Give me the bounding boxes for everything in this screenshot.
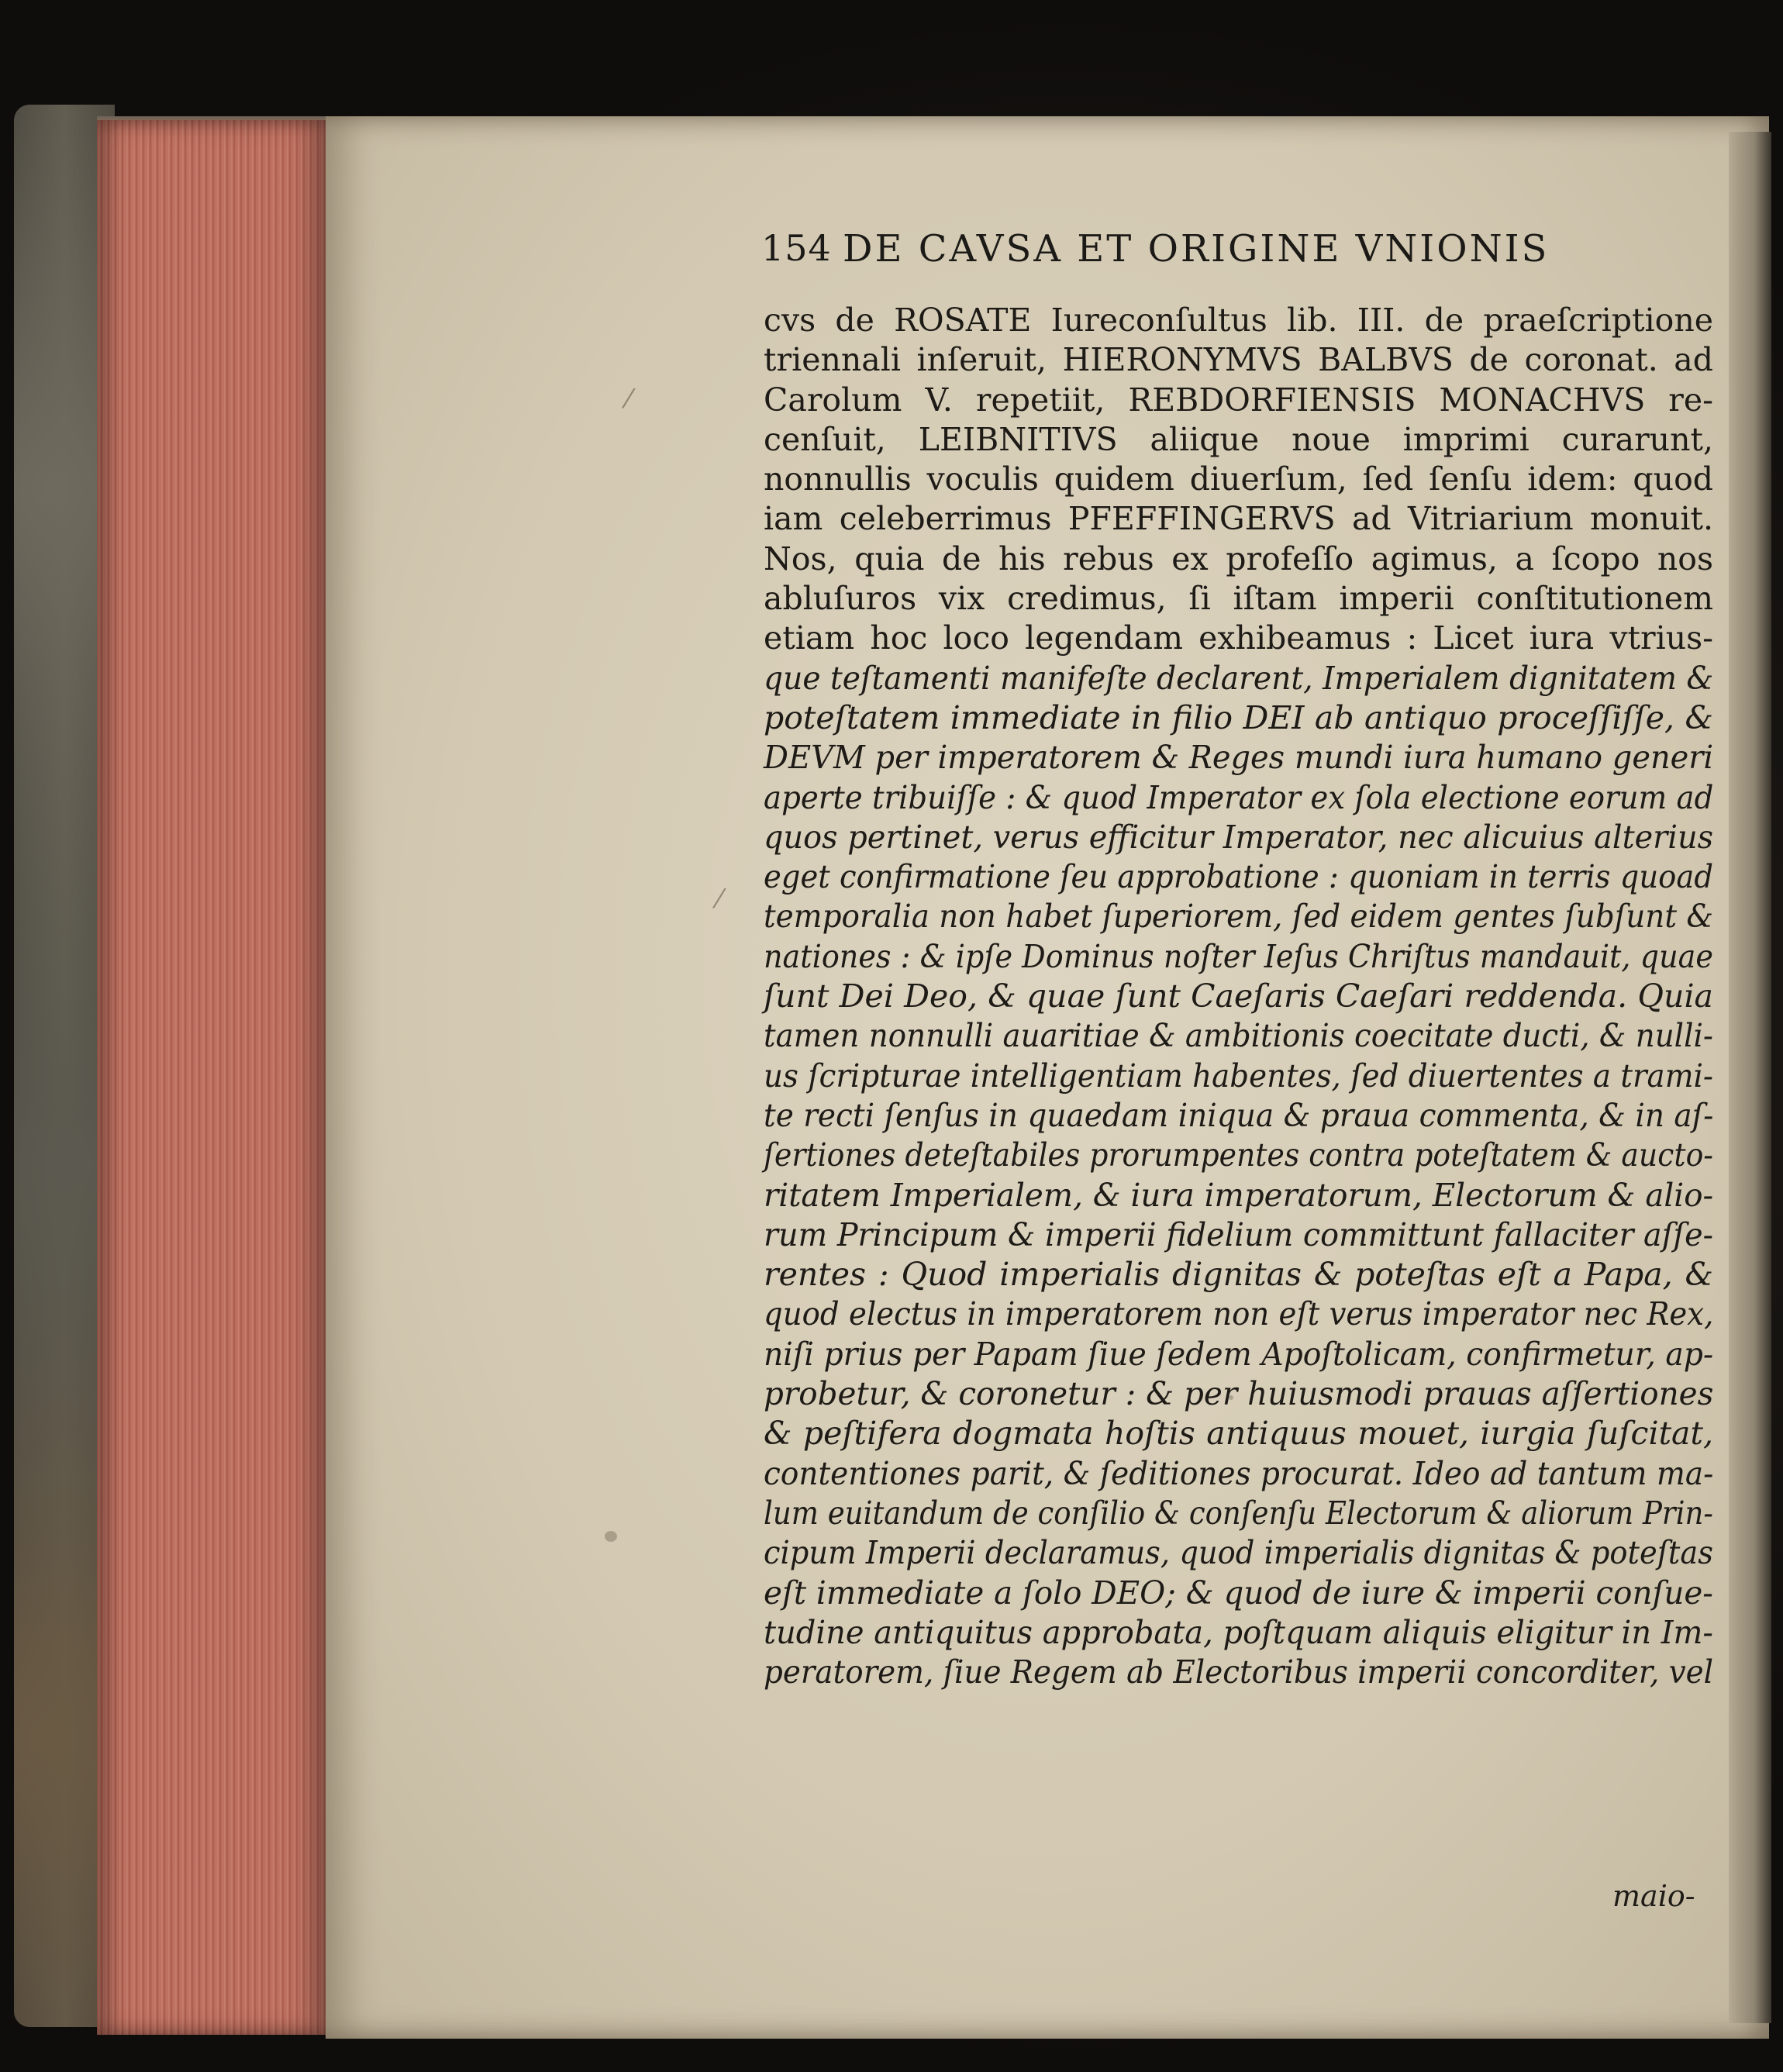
text-line: DEVM per imperatorem & Reges mundi iura humano generi <box>764 739 1714 777</box>
page-mark: ⁄ <box>717 884 722 915</box>
text-line: & peſtifera dogmata hoſtis antiquus mouet, iurgia ſuſcitat, <box>764 1415 1713 1453</box>
text-line: cenſuit, LEIBNITIVS aliique noue imprimi curarunt, <box>764 420 1713 458</box>
text-line: nonnullis voculis quidem diuerſum, ſed ſenſu idem: quod <box>764 460 1713 498</box>
text-line: tudine antiquitus approbata, poſtquam aliquis eligitur in Im- <box>764 1613 1713 1651</box>
page-spot <box>605 1531 617 1542</box>
text-line: rum Principum & imperii fidelium committunt fallaciter aſſe- <box>764 1215 1714 1253</box>
text-line: aperte tribuiſſe : & quod Imperator ex ſola electione eorum ad <box>764 778 1714 816</box>
text-line: peratorem, ſiue Regem ab Electoribus imperii concorditer, vel <box>764 1653 1714 1691</box>
text-line: triennali inſeruit, HIERONYMVS BALBVS de coronat. ad <box>764 341 1713 379</box>
text-line: te recti ſenſus in quaedam iniqua & praua commenta, & in aſ- <box>764 1096 1714 1134</box>
running-title: DE CAVSA ET ORIGINE VNIONIS <box>843 227 1550 271</box>
text-line: Carolum V. repetiit, REBDORFIENSIS MONACHVS re- <box>764 381 1713 419</box>
text-line: poteſtatem immediate in filio DEI ab antiquo proceſſiſſe, & <box>764 698 1713 736</box>
text-line: eget confirmatione ſeu approbatione : quoniam in terris quoad <box>764 858 1714 896</box>
page-edges <box>97 120 329 2035</box>
text-line: ritatem Imperialem, & iura imperatorum, Electorum & alio- <box>764 1176 1714 1214</box>
text-line: lum euitandum de conſilio & conſenſu Electorum & aliorum Prin- <box>764 1494 1713 1532</box>
text-line: etiam hoc loco legendam exhibeamus : Licet iura vtrius- <box>764 619 1713 657</box>
text-line: que teſtamenti manifeſte declarent, Imperialem dignitatem & <box>764 659 1714 697</box>
page-header <box>761 219 1614 274</box>
text-line: quod electus in imperatorem non eſt verus imperator nec Rex, <box>764 1295 1714 1333</box>
catchword: maio- <box>1612 1879 1695 1913</box>
text-line: rentes : Quod imperialis dignitas & poteſtas eſt a Papa, & <box>764 1256 1713 1294</box>
text-line: contentiones parit, & ſeditiones procurat. Ideo ad tantum ma- <box>764 1454 1714 1492</box>
text-line: cvs de ROSATE Iureconſultus lib. III. de praeſcriptione <box>764 302 1713 339</box>
text-line: ſunt Dei Deo, & quae ſunt Caeſaris Caeſari reddenda. Quia <box>764 977 1713 1015</box>
text-line: abluſuros vix credimus, ſi iſtam imperii conſtitutionem <box>764 580 1713 618</box>
page-mark: ⁄ <box>626 384 631 415</box>
text-line: temporalia non habet ſuperiorem, ſed eidem gentes ſubſunt & <box>764 898 1714 936</box>
text-line: Nos, quia de his rebus ex profeſſo agimus, a ſcopo nos <box>764 540 1713 577</box>
text-line: nationes : & ipſe Dominus noſter Ieſus Chriſtus mandauit, quae <box>764 937 1713 975</box>
text-line: quos pertinet, verus efficitur Imperator, nec alicuius alterius <box>764 818 1714 856</box>
text-line: ſertiones deteſtabiles prorumpentes contra poteſtatem & aucto- <box>764 1136 1714 1174</box>
body-text <box>764 301 1713 1692</box>
text-line: eſt immediate a ſolo DEO; & quod de iure & imperii conſue- <box>764 1574 1713 1612</box>
text-line: us ſcripturae intelligentiam habentes, ſed diuertentes a trami- <box>764 1057 1714 1095</box>
text-line: cipum Imperii declaramus, quod imperialis dignitas & poteſtas <box>764 1534 1713 1572</box>
page-gutter-edge <box>1729 132 1771 2023</box>
text-line: tamen nonnulli auaritiae & ambitionis coecitate ducti, & nulli- <box>764 1017 1714 1055</box>
page-number: 154 <box>761 227 832 269</box>
text-line: niſi prius per Papam ſiue ſedem Apoſtolicam, confirmetur, ap- <box>764 1335 1714 1373</box>
text-line: probetur, & coronetur : & per huiusmodi prauas aſſertiones <box>764 1375 1714 1413</box>
text-line: iam celeberrimus PFEFFINGERVS ad Vitriarium monuit. <box>764 500 1713 538</box>
